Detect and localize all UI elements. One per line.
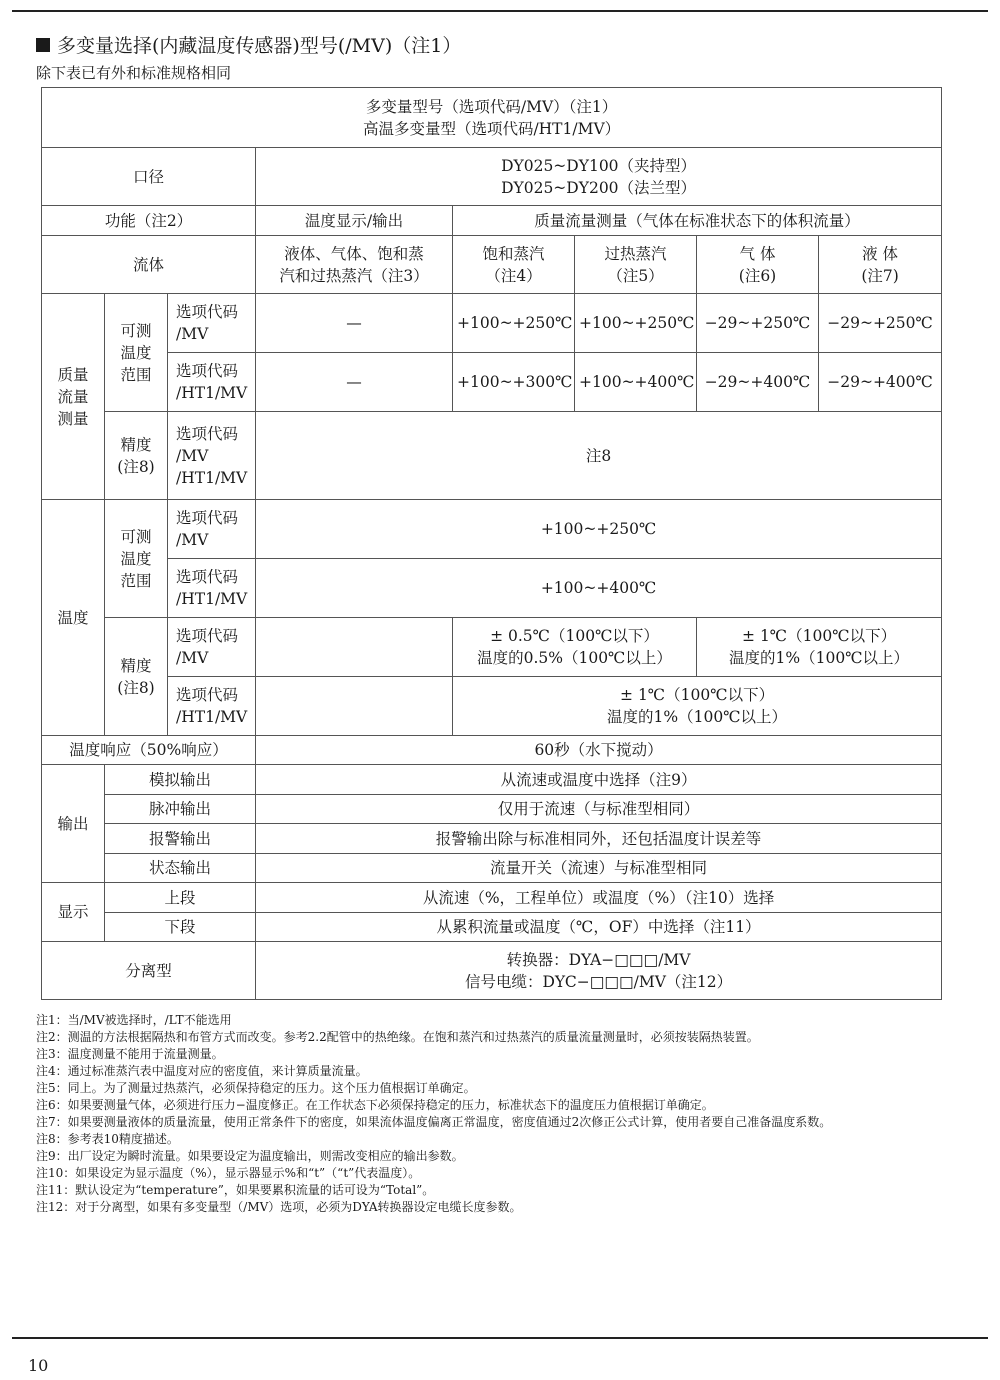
table-header-cell: 多变量型号（选项代码/MV）（注1） 高温多变量型（选项代码/HT1/MV）: [42, 88, 942, 148]
temperature-accuracy-label: 精度 (注8): [105, 618, 168, 736]
table-row: [42, 883, 942, 913]
output-analog-label: 模拟输出: [105, 765, 256, 795]
section-title-text: 多变量选择(内藏温度传感器)型号(/MV)（注1）: [57, 35, 462, 57]
temperature-accuracy-mv-code: 选项代码 /MV: [168, 618, 256, 677]
output-status-value: 流量开关（流速）与标准型相同: [256, 854, 942, 883]
table-row: [42, 148, 942, 206]
mass-range-ht-value: −29~+400℃: [819, 353, 942, 412]
output-label: 输出: [42, 765, 105, 883]
temperature-range-label: 可测 温度 范围: [105, 500, 168, 618]
table-row: [42, 795, 942, 824]
temperature-label: 温度: [42, 500, 105, 736]
mass-range-label: 可测 温度 范围: [105, 294, 168, 412]
list-item: 注9： 出厂设定为瞬时流量。如果要设定为温度输出，则需改变相应的输出参数。: [36, 1149, 464, 1163]
section-subtitle: 除下表已有外和标准规格相同: [36, 64, 232, 82]
list-item: 注12： 对于分离型，如果有多变量型（/MV）选项，必须为DYA转换器设定电缆长度参数。: [36, 1200, 522, 1214]
list-item: 注8： 参考表10精度描述。: [36, 1132, 179, 1146]
diameter-label: 口径: [42, 148, 256, 206]
remote-type-label: 分离型: [42, 942, 256, 1000]
temperature-range-mv-code: 选项代码 /MV: [168, 500, 256, 559]
display-upper-label: 上段: [105, 883, 256, 913]
mass-accuracy-label: 精度 (注8): [105, 412, 168, 500]
mass-measure-label: 质量 流量 测量: [42, 294, 105, 500]
diameter-value: DY025~DY100（夹持型） DY025~DY200（法兰型）: [256, 148, 942, 206]
table-row: [42, 854, 942, 883]
square-bullet-icon: [36, 38, 50, 52]
table-row: [42, 206, 942, 236]
fluid-saturated-steam: 饱和蒸汽 （注4）: [453, 236, 575, 294]
fluid-gas: 气 体 (注6): [697, 236, 819, 294]
display-lower-value: 从累积流量或温度（℃，OF）中选择（注11）: [256, 913, 942, 942]
output-alarm-value: 报警输出除与标准相同外，还包括温度计误差等: [256, 824, 942, 854]
temperature-range-mv-value: +100~+250℃: [256, 500, 942, 559]
list-item: 注3： 温度测量不能用于流量测量。: [36, 1047, 224, 1061]
table-row: [42, 88, 942, 148]
list-item: 注7： 如果要测量液体的质量流量，使用正常条件下的密度，如果流体温度偏离正常温度，密度值通过2次修正公式计算，使用者要自己准备温度系数。: [36, 1115, 832, 1129]
function-label: 功能（注2）: [42, 206, 256, 236]
output-alarm-label: 报警输出: [105, 824, 256, 854]
temperature-accuracy-ht-value: ± 1℃（100℃以下） 温度的1%（100℃以上）: [453, 677, 942, 736]
fluid-temp-col: 液体、气体、饱和蒸 汽和过热蒸汽（注3）: [256, 236, 453, 294]
mass-accuracy-code: 选项代码 /MV /HT1/MV: [168, 412, 256, 500]
mass-range-ht-value: +100~+400℃: [575, 353, 697, 412]
table-row: [42, 913, 942, 942]
temperature-range-ht-value: +100~+400℃: [256, 559, 942, 618]
display-label: 显示: [42, 883, 105, 942]
table-row: [42, 765, 942, 795]
temperature-accuracy-ht-code: 选项代码 /HT1/MV: [168, 677, 256, 736]
top-rule: [12, 10, 988, 12]
table-row: [42, 677, 942, 736]
mass-range-ht-value: +100~+300℃: [453, 353, 575, 412]
response-value: 60秒（水下搅动）: [256, 736, 942, 765]
fluid-liquid: 液 体 (注7): [819, 236, 942, 294]
section-title: [36, 33, 461, 59]
fluid-label: 流体: [42, 236, 256, 294]
table-row: [42, 824, 942, 854]
spec-table: [41, 87, 942, 1000]
temperature-accuracy-mv-steam: ± 0.5℃（100℃以下） 温度的0.5%（100℃以上）: [453, 618, 697, 677]
mass-range-mv-value: +100~+250℃: [453, 294, 575, 353]
table-row: [42, 559, 942, 618]
output-pulse-value: 仅用于流速（与标准型相同）: [256, 795, 942, 824]
table-row: [42, 618, 942, 677]
fluid-superheated-steam: 过热蒸汽 （注5）: [575, 236, 697, 294]
mass-range-mv-value: −29~+250℃: [819, 294, 942, 353]
notes-list: [36, 1012, 966, 1216]
display-lower-label: 下段: [105, 913, 256, 942]
display-upper-value: 从流速（%，工程单位）或温度（%）（注10）选择: [256, 883, 942, 913]
table-row: [42, 294, 942, 353]
table-row: [42, 236, 942, 294]
remote-type-value: 转换器：DYA−□□□/MV 信号电缆：DYC−□□□/MV（注12）: [256, 942, 942, 1000]
output-analog-value: 从流速或温度中选择（注9）: [256, 765, 942, 795]
list-item: 注4： 通过标准蒸汽表中温度对应的密度值，来计算质量流量。: [36, 1064, 368, 1078]
list-item: 注10： 如果设定为显示温度（%），显示器显示%和“t”（“t”代表温度）。: [36, 1166, 421, 1180]
mass-range-ht-value: −29~+400℃: [697, 353, 819, 412]
mass-range-mv-code: 选项代码 /MV: [168, 294, 256, 353]
table-row: [42, 736, 942, 765]
output-status-label: 状态输出: [105, 854, 256, 883]
output-pulse-label: 脉冲输出: [105, 795, 256, 824]
function-temp-col: 温度显示/输出: [256, 206, 453, 236]
response-label: 温度响应（50%响应）: [42, 736, 256, 765]
table-row: [42, 412, 942, 500]
table-row: [42, 942, 942, 1000]
temperature-accuracy-ht-empty: [256, 677, 453, 736]
mass-range-mv-value: +100~+250℃: [575, 294, 697, 353]
list-item: 注1： 当/MV被选择时，/LT不能选用: [36, 1013, 232, 1027]
list-item: 注2： 测温的方法根据隔热和布管方式而改变。参考2.2配管中的热绝缘。在饱和蒸汽和过热蒸汽的质量流量测量时，必须按装隔热装置。: [36, 1030, 759, 1044]
list-item: 注5： 同上。为了测量过热蒸汽，必须保持稳定的压力。这个压力值根据订单确定。: [36, 1081, 476, 1095]
list-item: 注11： 默认设定为“temperature”，如果要累积流量的话可设为“Total”。: [36, 1183, 435, 1197]
list-item: 注6： 如果要测量气体，必须进行压力−温度修正。在工作状态下必须保持稳定的压力，标准状态下的温度压力值根据订单确定。: [36, 1098, 714, 1112]
function-mass-col: 质量流量测量（气体在标准状态下的体积流量）: [453, 206, 942, 236]
bottom-rule: [12, 1337, 988, 1339]
temperature-accuracy-mv-other: ± 1℃（100℃以下） 温度的1%（100℃以上）: [697, 618, 942, 677]
temperature-accuracy-mv-empty: [256, 618, 453, 677]
mass-range-mv-value: −29~+250℃: [697, 294, 819, 353]
page-number: 10: [28, 1356, 49, 1375]
table-row: [42, 500, 942, 559]
table-row: [42, 353, 942, 412]
mass-accuracy-value: 注8: [256, 412, 942, 500]
mass-range-ht-code: 选项代码 /HT1/MV: [168, 353, 256, 412]
mass-range-ht-value: —: [256, 353, 453, 412]
mass-range-mv-value: —: [256, 294, 453, 353]
temperature-range-ht-code: 选项代码 /HT1/MV: [168, 559, 256, 618]
